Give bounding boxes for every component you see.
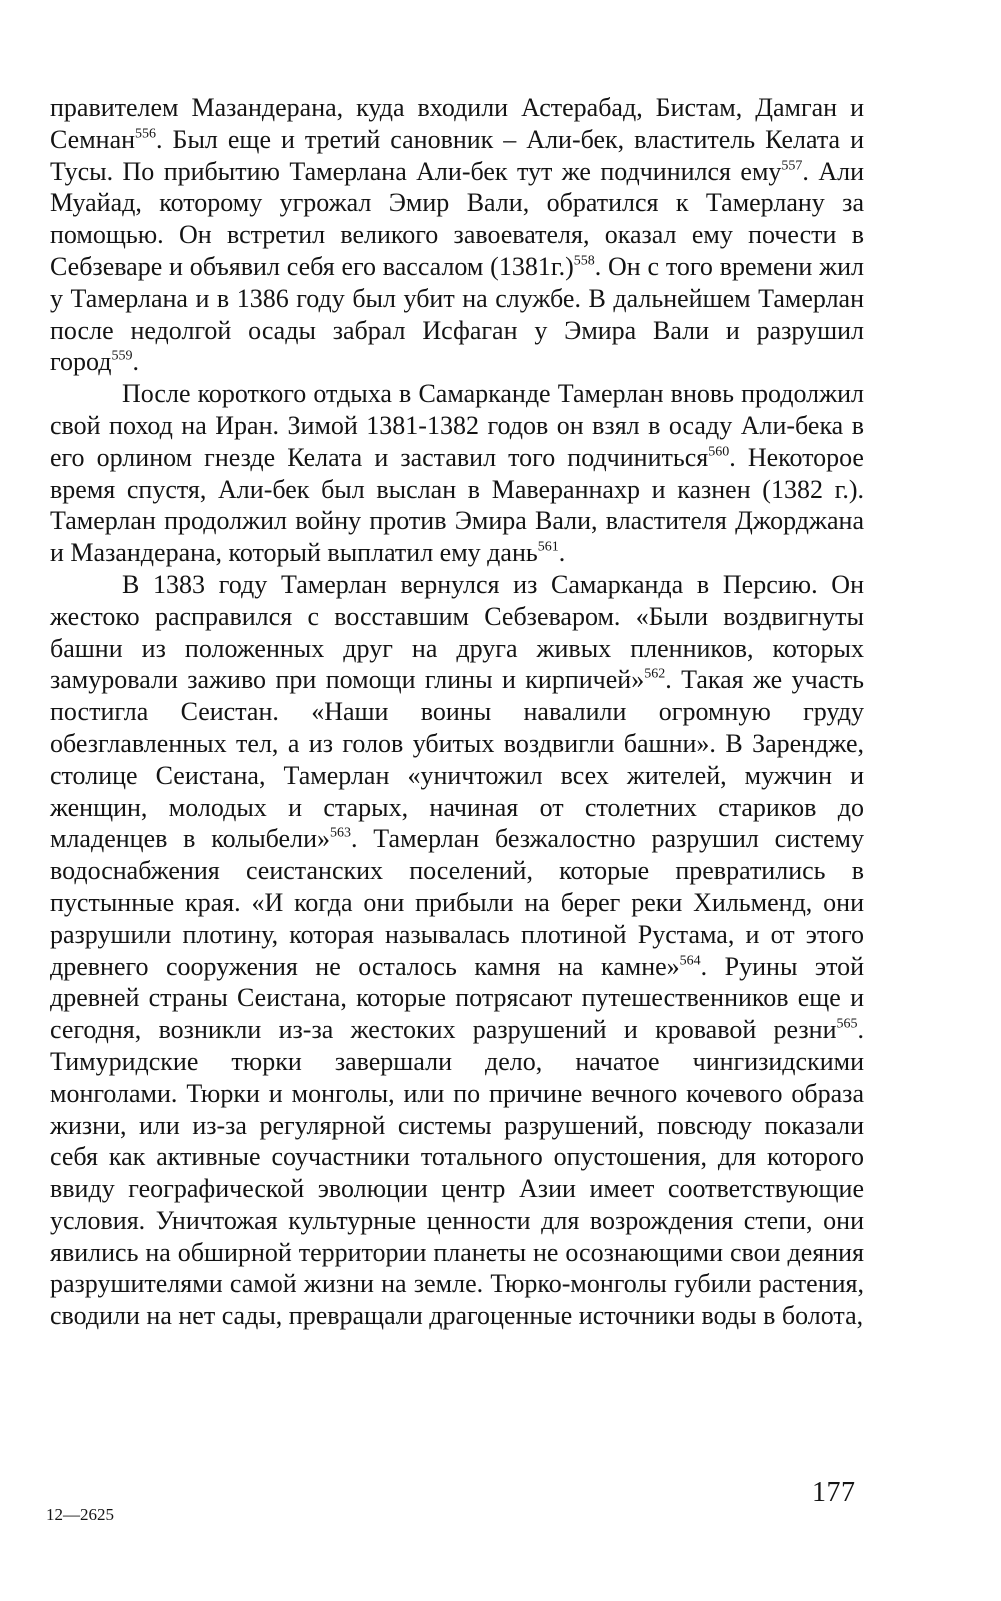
paragraph-p1 [50, 92, 864, 378]
paragraph-p3 [50, 569, 864, 1332]
text-run: . Али Муайад, которому угрожал Эмир Вали, обратился к Тамерлану за помощью. Он встретил великого завоевателя, оказал ему почести в Себзеваре и объявил себя его вассалом (1381г.) [50, 156, 865, 281]
footnote-ref: 564 [679, 953, 701, 969]
footnote-ref: 560 [708, 444, 730, 460]
printer-signature: 12—2625 [46, 1505, 114, 1524]
text-run: . Был еще и третий сановник – Али-бек, властитель Келата и Тусы. По прибытию Тамерлана Али-бек тут же подчинился ему [50, 124, 864, 186]
text-run: . [132, 347, 139, 377]
text-run: . Он с того времени жил у Тамерлана и в 1386 году был убит на службе. В дальнейшем Тамерлан после недолгой осады забрал Исфаган у Эмира Вали и разрушил город [50, 251, 864, 377]
text-run: . Такая же участь постигла Сеистан. «Наши воины навалили огромную груду обезглавленных тел, а из голов убитых воздвигли башни». В Зарендже, столице Сеистана, Тамерлан «уничтожил всех жителей, мужчин и женщин, молодых и старых, начиная от столетних стариков до младенцев в колыбели» [50, 665, 864, 854]
footnote-ref: 562 [644, 666, 666, 682]
paragraph-p2 [50, 378, 864, 569]
footnote-ref: 565 [836, 1016, 858, 1032]
body-text [50, 92, 864, 1332]
footnote-ref: 563 [330, 825, 351, 841]
footnote-ref: 558 [573, 253, 595, 269]
text-run: . Тимуридские тюрки завершали дело, начатое чингизидскими монголами. Тюрки и монголы, или по причине вечного кочевого образа жизни, или из-за регулярной системы разрушений, повсюду показали себя как активные соучастники тотального опустошения, для которого ввиду географической эволюции центр Азии имеет соответствующие условия. Уничтожая культурные ценности для возрождения степи, они явились на обширной территории планеты не осознающими свои деяния разрушителями самой жизни на земле. Тюрко-монголы губили растения, сводили на нет сады, превращали драгоценные источники воды в болота, [50, 1015, 864, 1331]
page-number: 177 [812, 1477, 856, 1508]
text-run: . Некоторое время спустя, Али-бек был выслан в Мавераннахр и казнен (1382 г.). Тамерлан продолжил войну против Эмира Вали, властителя Джорджана и Мазандерана, который выплатил ему дань [50, 442, 864, 568]
text-run: В 1383 году Тамерлан вернулся из Самарканда в Персию. Он жестоко расправился с восставшим Себзеваром. «Были воздвигнуты башни из положенных друг на друга живых пленников, которых замуровали заживо при помощи глины и кирпичей» [50, 569, 864, 695]
text-run: После короткого отдыха в Самарканде Тамерлан вновь продолжил свой поход на Иран. Зимой 1381-1382 годов он взял в осаду Али-бека в его орлином гнезде Келата и заставил того подчиниться [50, 379, 864, 472]
text-run: . Руины этой древней страны Сеистана, которые потрясают путешественников еще и сегодня, возникли из-за жестоких разрушений и кровавой резни [50, 951, 864, 1045]
footnote-ref: 556 [135, 126, 157, 142]
text-run: . [558, 538, 566, 568]
footnote-ref: 561 [537, 539, 559, 555]
footnote-ref: 557 [781, 158, 803, 174]
text-run: . Тамерлан безжалостно разрушил систему водоснабжения сеистанских поселений, которые превратились в пустынные края. «И когда они прибыли на берег реки Хильменд, они разрушили плотину, которая называлась плотиной Рустама, и от этого древнего сооружения не осталось камня на камне» [50, 824, 865, 981]
footnote-ref: 559 [111, 348, 133, 364]
text-run: правителем Мазандерана, куда входили Астерабад, Бистам, Дамган и Семнан [50, 93, 864, 154]
